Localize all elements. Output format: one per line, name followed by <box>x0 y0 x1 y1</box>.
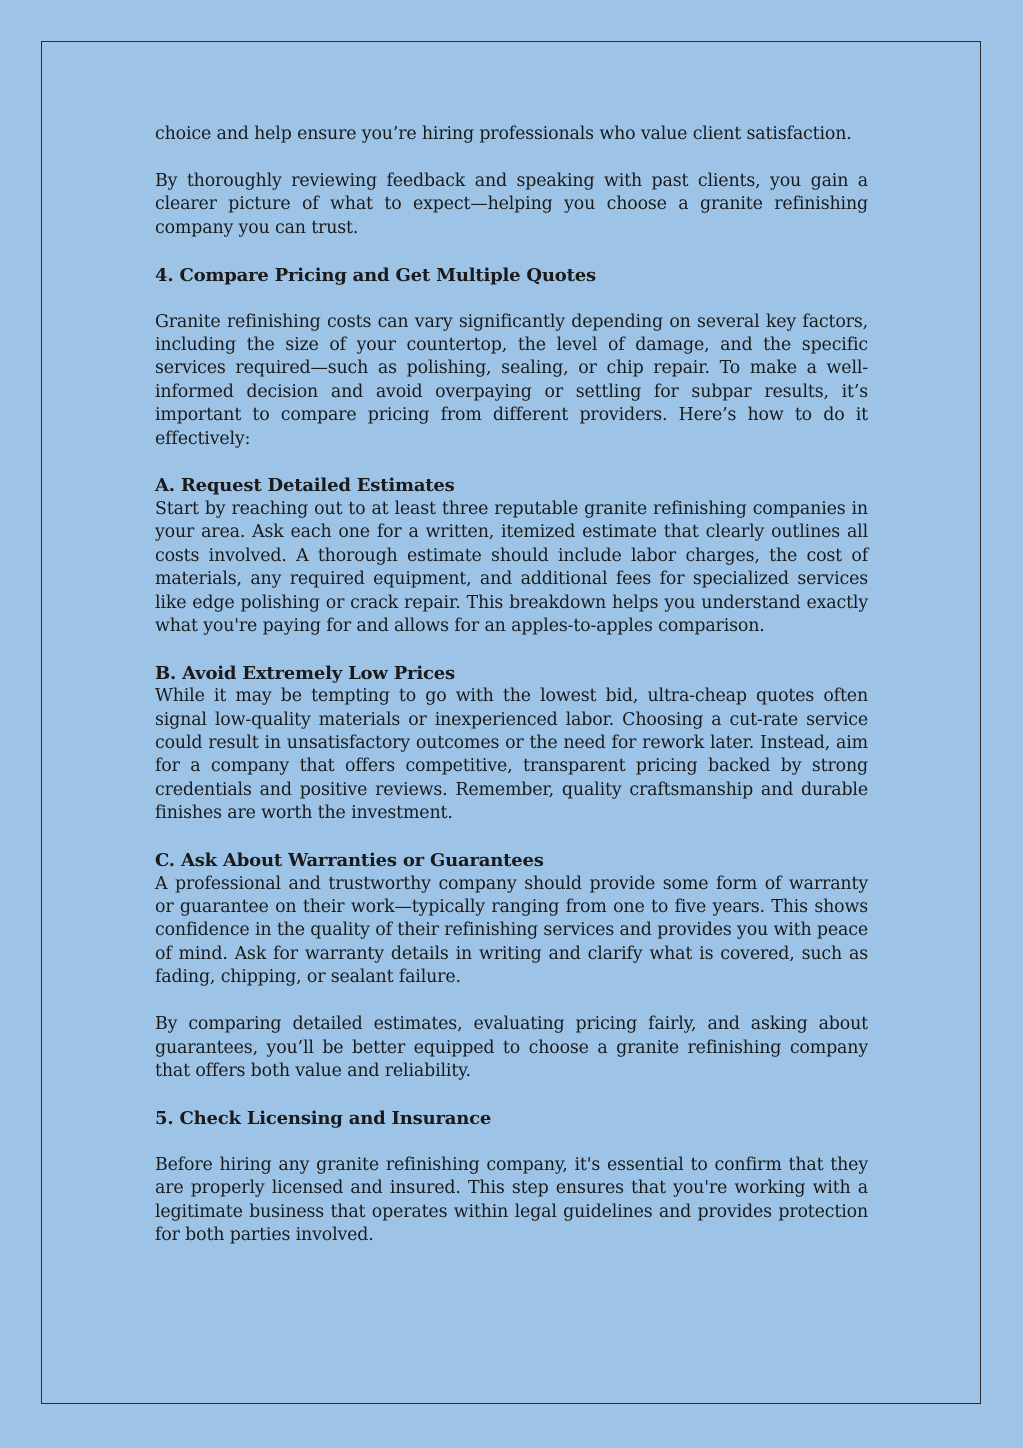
paragraph-request-estimates: Start by reaching out to at least three reputable granite refinishing companies in your area. Ask each one for a written, itemized estimate that clearly outlines all costs involved. A thorough estimate should include labor charges, the cost of materials, any required equipment, and additional fees for specialized services like edge polishing or crack repair. This breakdown helps you understand exactly what you're paying for and allows for an apples-to-apples comparison. <box>155 498 868 636</box>
paragraph-licensing-insurance: Before hiring any granite refinishing company, it's essential to confirm that they are properly licensed and insured. This step ensures that you're working with a legitimate business that operates within legal guidelines and provides protection for both parties involved. <box>155 1154 868 1245</box>
paragraph-feedback-summary: By thoroughly reviewing feedback and speaking with past clients, you gain a clearer picture of what to expect—helping you choose a granite refinishing company you can trust. <box>155 170 868 238</box>
document-body <box>155 123 868 1271</box>
subheading-warranties: C. Ask About Warranties or Guarantees <box>155 850 544 872</box>
subheading-request-estimates: A. Request Detailed Estimates <box>155 475 455 497</box>
subheading-avoid-low-prices: B. Avoid Extremely Low Prices <box>155 662 455 684</box>
paragraph-warranties: A professional and trustworthy company should provide some form of warranty or guarantee on their work—typically ranging from one to five years. This shows confidence in the quality of their refinishing services and provides you with peace of mind. Ask for warranty details in writing and clarify what is covered, such as fading, chipping, or sealant failure. <box>155 873 868 988</box>
heading-licensing-insurance: 5. Check Licensing and Insurance <box>155 1107 492 1129</box>
paragraph-pricing-summary: By comparing detailed estimates, evaluating pricing fairly, and asking about guarantees, you’ll be better equipped to choose a granite refinishing company that offers both value and reliability. <box>155 1014 868 1081</box>
paragraph-avoid-low-prices: While it may be tempting to go with the lowest bid, ultra-cheap quotes often signal low-quality materials or inexperienced labor. Choosing a cut-rate service could result in unsatisfactory outcomes or the need for rework later. Instead, aim for a company that offers competitive, transparent pricing backed by strong credentials and positive reviews. Remember, quality craftsmanship and durable finishes are worth the investment. <box>155 686 868 824</box>
paragraph-intro-continuation: choice and help ensure you’re hiring professionals who value client satisfaction. <box>155 124 852 144</box>
paragraph-pricing-intro: Granite refinishing costs can vary significantly depending on several key factors, including the size of your countertop, the level of damage, and the specific services required—such as polishing, sealing, or chip repair. To make a well-informed decision and avoid overpaying or settling for subpar results, it’s important to compare pricing from different providers. Here’s how to do it effectively: <box>155 311 868 449</box>
heading-compare-pricing: 4. Compare Pricing and Get Multiple Quotes <box>155 264 596 286</box>
